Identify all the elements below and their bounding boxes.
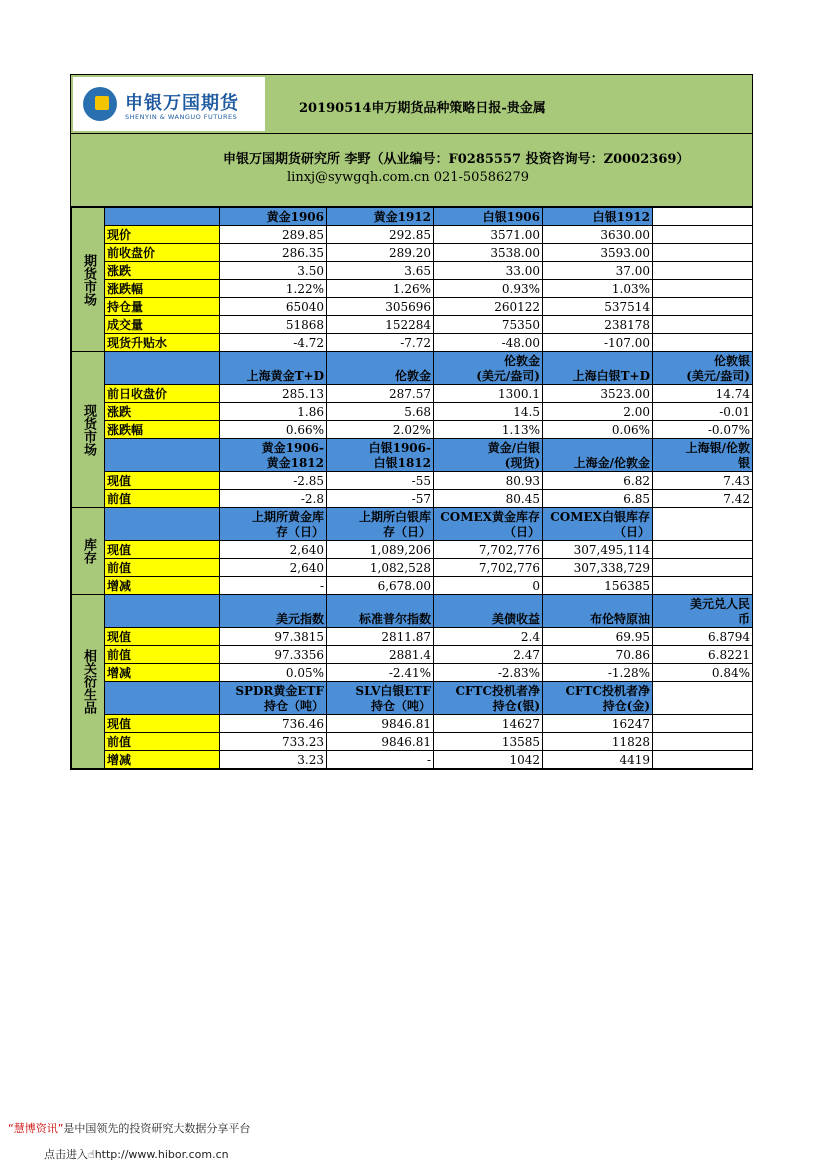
author-line: 申银万国期货研究所 李野（从业编号：F0285557 投资咨询号：Z0002369） — [223, 152, 690, 167]
column-header: 上期所黄金库 存（日） — [220, 508, 327, 541]
table-cell: 2,640 — [220, 559, 327, 577]
table-cell: 2.47 — [434, 646, 543, 664]
table-cell: 65040 — [220, 298, 327, 316]
table-cell: 16247 — [543, 715, 653, 733]
row-label: 现值 — [105, 715, 220, 733]
table-cell: 2881.4 — [327, 646, 434, 664]
column-header: 黄金1912 — [327, 208, 434, 226]
table-row — [72, 226, 753, 244]
footer-link[interactable]: http://www.hibor.com.cn — [94, 1148, 229, 1161]
table-cell: 1.03% — [543, 280, 653, 298]
column-header: 上海白银T+D — [543, 352, 653, 385]
table-row — [72, 628, 753, 646]
row-label: 持仓量 — [105, 298, 220, 316]
table-cell: 2811.87 — [327, 628, 434, 646]
table-cell — [653, 226, 753, 244]
table-cell — [653, 733, 753, 751]
header-row — [72, 508, 753, 541]
author-block — [71, 134, 752, 207]
table-cell: 51868 — [220, 316, 327, 334]
column-header: 上海银/伦敦 银 — [653, 439, 753, 472]
table-cell: 289.20 — [327, 244, 434, 262]
row-label: 前值 — [105, 646, 220, 664]
table-cell: 307,495,114 — [543, 541, 653, 559]
table-cell — [653, 577, 753, 595]
table-cell: 7.42 — [653, 490, 753, 508]
table-cell: 292.85 — [327, 226, 434, 244]
table-cell: 14.74 — [653, 385, 753, 403]
row-label: 现值 — [105, 472, 220, 490]
header-blank-cell — [105, 439, 220, 472]
table-cell: 9846.81 — [327, 715, 434, 733]
table-cell: 1,082,528 — [327, 559, 434, 577]
row-label: 前日收盘价 — [105, 385, 220, 403]
table-cell: 9846.81 — [327, 733, 434, 751]
table-cell: 2.00 — [543, 403, 653, 421]
table-cell: 4419 — [543, 751, 653, 769]
table-cell: 3630.00 — [543, 226, 653, 244]
row-label: 前值 — [105, 559, 220, 577]
column-header: 布伦特原油 — [543, 595, 653, 628]
row-label: 增减 — [105, 751, 220, 769]
table-cell: 537514 — [543, 298, 653, 316]
header-row — [72, 682, 753, 715]
table-cell: 0 — [434, 577, 543, 595]
column-header: CFTC投机者净 持仓(金) — [543, 682, 653, 715]
table-cell: -2.41% — [327, 664, 434, 682]
table-cell: 11828 — [543, 733, 653, 751]
table-cell: 238178 — [543, 316, 653, 334]
table-cell: -48.00 — [434, 334, 543, 352]
table-cell: 2.4 — [434, 628, 543, 646]
table-cell: 285.13 — [220, 385, 327, 403]
table-cell: 7.43 — [653, 472, 753, 490]
table-cell — [653, 298, 753, 316]
table-cell — [653, 751, 753, 769]
footer-tagline — [8, 1120, 250, 1136]
table-cell: 1.13% — [434, 421, 543, 439]
section-label: 现货市场 — [72, 352, 105, 508]
table-cell: 2.02% — [327, 421, 434, 439]
report-sheet — [70, 74, 753, 770]
table-cell: - — [220, 577, 327, 595]
column-header: 美债收益 — [434, 595, 543, 628]
table-cell: 97.3356 — [220, 646, 327, 664]
table-cell: 1,089,206 — [327, 541, 434, 559]
column-header: 伦敦金 — [327, 352, 434, 385]
column-header: 黄金1906- 黄金1812 — [220, 439, 327, 472]
table-cell: 0.05% — [220, 664, 327, 682]
cursor-icon: ☝ — [88, 1148, 95, 1161]
table-cell: 3.50 — [220, 262, 327, 280]
column-header: 上海黄金T+D — [220, 352, 327, 385]
table-row — [72, 646, 753, 664]
header-row — [72, 208, 753, 226]
column-header: 伦敦银 (美元/盎司) — [653, 352, 753, 385]
table-cell: -2.8 — [220, 490, 327, 508]
table-row — [72, 559, 753, 577]
row-label: 前收盘价 — [105, 244, 220, 262]
table-cell: 736.46 — [220, 715, 327, 733]
logo-icon — [83, 87, 117, 121]
table-cell: 152284 — [327, 316, 434, 334]
table-cell: 289.85 — [220, 226, 327, 244]
table-cell: -4.72 — [220, 334, 327, 352]
table-cell: 0.06% — [543, 421, 653, 439]
column-header: 伦敦金 (美元/盎司) — [434, 352, 543, 385]
section-label: 期货市场 — [72, 208, 105, 352]
table-row — [72, 472, 753, 490]
column-header: 美元指数 — [220, 595, 327, 628]
table-cell: 2,640 — [220, 541, 327, 559]
column-header: 标准普尔指数 — [327, 595, 434, 628]
table-cell: 0.66% — [220, 421, 327, 439]
table-cell: 37.00 — [543, 262, 653, 280]
table-cell: -1.28% — [543, 664, 653, 682]
table-cell: 286.35 — [220, 244, 327, 262]
table-cell: 733.23 — [220, 733, 327, 751]
table-cell: 69.95 — [543, 628, 653, 646]
table-cell: 260122 — [434, 298, 543, 316]
table-cell: 7,702,776 — [434, 559, 543, 577]
table-row — [72, 280, 753, 298]
header-row — [72, 439, 753, 472]
table-cell: 5.68 — [327, 403, 434, 421]
table-row — [72, 664, 753, 682]
table-cell: 307,338,729 — [543, 559, 653, 577]
column-header: COMEX黄金库存 （日） — [434, 508, 543, 541]
table-cell: 1.22% — [220, 280, 327, 298]
header-blank-cell — [105, 682, 220, 715]
table-row — [72, 490, 753, 508]
column-header: 美元兑人民 币 — [653, 595, 753, 628]
table-cell: 3538.00 — [434, 244, 543, 262]
footer-link-prefix: 点击进入 — [44, 1148, 88, 1161]
row-label: 涨跌幅 — [105, 280, 220, 298]
column-header: 上海金/伦敦金 — [543, 439, 653, 472]
table-cell: -55 — [327, 472, 434, 490]
logo-english-name: SHENYIN & WANGUO FUTURES — [125, 113, 238, 121]
table-cell: 0.84% — [653, 664, 753, 682]
table-cell: 70.86 — [543, 646, 653, 664]
table-cell: 7,702,776 — [434, 541, 543, 559]
row-label: 前值 — [105, 733, 220, 751]
column-header: 白银1906 — [434, 208, 543, 226]
table-cell: 6,678.00 — [327, 577, 434, 595]
table-cell: 3.65 — [327, 262, 434, 280]
column-header: 黄金/白银 (现货) — [434, 439, 543, 472]
data-table — [71, 207, 753, 769]
row-label: 现货升贴水 — [105, 334, 220, 352]
row-label: 增减 — [105, 577, 220, 595]
table-cell — [653, 715, 753, 733]
header-blank-cell — [105, 208, 220, 226]
table-cell: 156385 — [543, 577, 653, 595]
table-cell: 3.23 — [220, 751, 327, 769]
row-label: 涨跌 — [105, 262, 220, 280]
table-cell: 13585 — [434, 733, 543, 751]
table-cell: 0.93% — [434, 280, 543, 298]
table-cell: -7.72 — [327, 334, 434, 352]
table-row — [72, 244, 753, 262]
column-header: 白银1906- 白银1812 — [327, 439, 434, 472]
column-header: 白银1912 — [543, 208, 653, 226]
section-label: 相关衍生品 — [72, 595, 105, 769]
table-cell — [653, 244, 753, 262]
table-row — [72, 385, 753, 403]
column-header: SPDR黄金ETF 持仓（吨） — [220, 682, 327, 715]
section-label: 库存 — [72, 508, 105, 595]
table-cell: 3571.00 — [434, 226, 543, 244]
table-cell: 3523.00 — [543, 385, 653, 403]
table-cell — [653, 280, 753, 298]
table-cell: -57 — [327, 490, 434, 508]
company-logo — [73, 77, 265, 131]
table-row — [72, 733, 753, 751]
table-cell: 97.3815 — [220, 628, 327, 646]
table-row — [72, 334, 753, 352]
footer-brand: “慧博资讯” — [8, 1122, 64, 1135]
table-cell: 1300.1 — [434, 385, 543, 403]
table-cell: 3593.00 — [543, 244, 653, 262]
table-row — [72, 262, 753, 280]
table-cell: 75350 — [434, 316, 543, 334]
table-cell: 6.8794 — [653, 628, 753, 646]
row-label: 增减 — [105, 664, 220, 682]
table-row — [72, 316, 753, 334]
table-cell: 305696 — [327, 298, 434, 316]
column-header — [653, 508, 753, 541]
table-cell: 14.5 — [434, 403, 543, 421]
table-cell: 6.85 — [543, 490, 653, 508]
contact-line: linxj@sywgqh.com.cn 021-50586279 — [287, 170, 530, 185]
table-cell: 33.00 — [434, 262, 543, 280]
header-blank-cell — [105, 352, 220, 385]
table-cell: 80.93 — [434, 472, 543, 490]
table-cell: 6.8221 — [653, 646, 753, 664]
table-cell: 1042 — [434, 751, 543, 769]
table-cell: -0.01 — [653, 403, 753, 421]
footer-link-line — [44, 1146, 229, 1162]
table-cell: 1.26% — [327, 280, 434, 298]
table-row — [72, 298, 753, 316]
table-cell: 1.86 — [220, 403, 327, 421]
header-row — [72, 352, 753, 385]
table-row — [72, 421, 753, 439]
table-cell: -0.07% — [653, 421, 753, 439]
row-label: 现值 — [105, 541, 220, 559]
logo-name: 申银万国期货 — [125, 93, 239, 114]
table-cell: -2.83% — [434, 664, 543, 682]
column-header — [653, 682, 753, 715]
table-cell — [653, 262, 753, 280]
column-header: CFTC投机者净 持仓(银) — [434, 682, 543, 715]
table-cell: 6.82 — [543, 472, 653, 490]
report-header — [71, 75, 752, 134]
table-cell: - — [327, 751, 434, 769]
row-label: 前值 — [105, 490, 220, 508]
table-cell: 14627 — [434, 715, 543, 733]
table-cell — [653, 316, 753, 334]
table-row — [72, 751, 753, 769]
report-title: 20190514申万期货品种策略日报-贵金属 — [299, 101, 546, 116]
row-label: 现价 — [105, 226, 220, 244]
table-row — [72, 577, 753, 595]
row-label: 涨跌幅 — [105, 421, 220, 439]
row-label: 成交量 — [105, 316, 220, 334]
table-row — [72, 403, 753, 421]
table-cell: -107.00 — [543, 334, 653, 352]
table-row — [72, 715, 753, 733]
table-cell — [653, 541, 753, 559]
footer-tagline-text: 是中国领先的投资研究大数据分享平台 — [63, 1122, 251, 1135]
header-blank-cell — [105, 508, 220, 541]
column-header: 黄金1906 — [220, 208, 327, 226]
table-cell: -2.85 — [220, 472, 327, 490]
row-label: 现值 — [105, 628, 220, 646]
row-label: 涨跌 — [105, 403, 220, 421]
column-header: COMEX白银库存 （日） — [543, 508, 653, 541]
column-header: 上期所白银库 存（日） — [327, 508, 434, 541]
table-cell: 287.57 — [327, 385, 434, 403]
header-blank-cell — [105, 595, 220, 628]
header-row — [72, 595, 753, 628]
column-header: SLV白银ETF 持仓（吨） — [327, 682, 434, 715]
table-cell — [653, 559, 753, 577]
table-row — [72, 541, 753, 559]
column-header — [653, 208, 753, 226]
table-cell: 80.45 — [434, 490, 543, 508]
table-cell — [653, 334, 753, 352]
